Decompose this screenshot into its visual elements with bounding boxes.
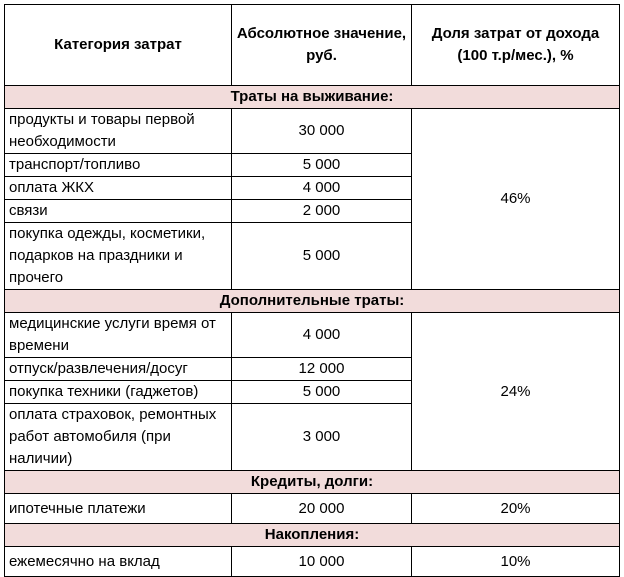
- header-absolute: Абсолютное значение, руб.: [232, 5, 412, 86]
- section-row-additional: [5, 290, 620, 313]
- value-cell: 5 000: [232, 381, 412, 404]
- section-title: Дополнительные траты:: [5, 290, 620, 313]
- section-row-credits: [5, 471, 620, 494]
- value-cell: 2 000: [232, 200, 412, 223]
- header-row: [5, 5, 620, 86]
- header-category: Категория затрат: [5, 5, 232, 86]
- section-title: Траты на выживание:: [5, 86, 620, 109]
- section-row-survival: [5, 86, 620, 109]
- table-row: [5, 109, 620, 154]
- category-cell: оплата страховок, ремонтных работ автомобиля (при наличии): [5, 404, 232, 471]
- category-cell: отпуск/развлечения/досуг: [5, 358, 232, 381]
- budget-table: [4, 4, 620, 577]
- table-row: [5, 494, 620, 524]
- share-cell: 24%: [412, 313, 620, 471]
- share-cell: 10%: [412, 547, 620, 577]
- value-cell: 12 000: [232, 358, 412, 381]
- header-share: Доля затрат от дохода (100 т.р/мес.), %: [412, 5, 620, 86]
- value-cell: 5 000: [232, 154, 412, 177]
- table-row: [5, 313, 620, 358]
- value-cell: 5 000: [232, 223, 412, 290]
- category-cell: ипотечные платежи: [5, 494, 232, 524]
- category-cell: ежемесячно на вклад: [5, 547, 232, 577]
- table-row: [5, 547, 620, 577]
- value-cell: 10 000: [232, 547, 412, 577]
- value-cell: 4 000: [232, 177, 412, 200]
- section-title: Кредиты, долги:: [5, 471, 620, 494]
- section-row-savings: [5, 524, 620, 547]
- category-cell: связи: [5, 200, 232, 223]
- value-cell: 30 000: [232, 109, 412, 154]
- category-cell: медицинские услуги время от времени: [5, 313, 232, 358]
- share-cell: 46%: [412, 109, 620, 290]
- value-cell: 20 000: [232, 494, 412, 524]
- category-cell: оплата ЖКХ: [5, 177, 232, 200]
- category-cell: покупка техники (гаджетов): [5, 381, 232, 404]
- category-cell: покупка одежды, косметики, подарков на праздники и прочего: [5, 223, 232, 290]
- section-title: Накопления:: [5, 524, 620, 547]
- value-cell: 3 000: [232, 404, 412, 471]
- value-cell: 4 000: [232, 313, 412, 358]
- category-cell: транспорт/топливо: [5, 154, 232, 177]
- share-cell: 20%: [412, 494, 620, 524]
- category-cell: продукты и товары первой необходимости: [5, 109, 232, 154]
